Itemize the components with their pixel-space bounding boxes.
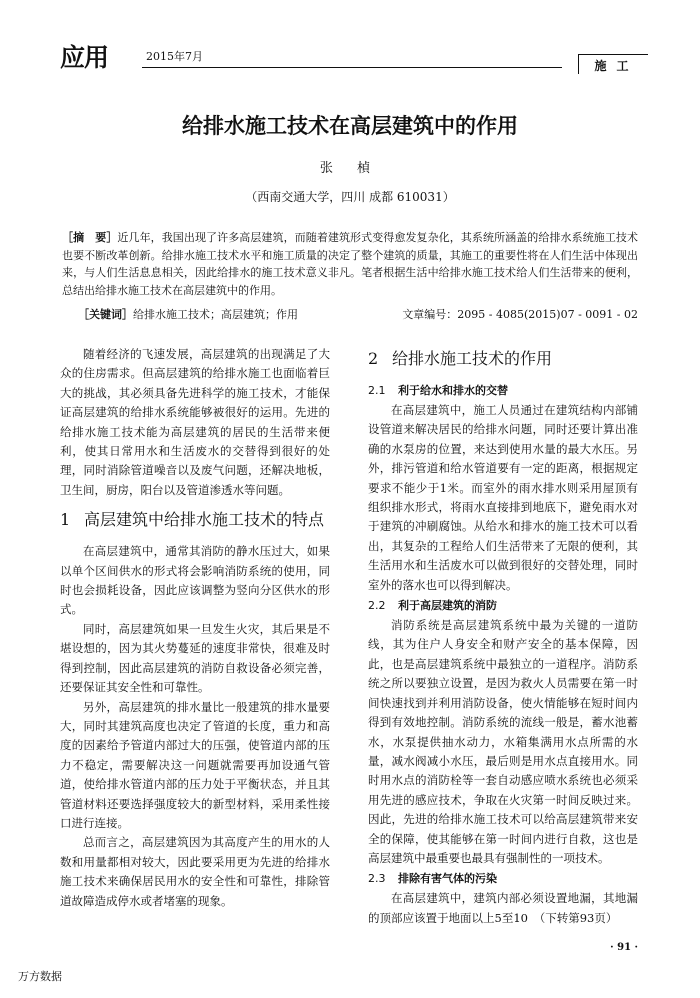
section-2-heading [368,347,638,371]
subsection-2-3-number: 2.3 [368,872,386,886]
keywords [78,306,298,322]
section-tab: 施工 [578,54,648,74]
section-2-title: 给排水施工技术的作用 [392,349,553,368]
section-1-number: 1 [60,510,71,530]
issue-date: 2015年7月 [146,50,203,63]
subsection-2-2-heading [368,596,638,615]
keywords-label: ［关键词］ [78,308,133,321]
subsection-2-3-paragraph: 在高层建筑中，建筑内部必须设置地漏，其地漏的顶部应该置于地面以上5至10 （下转第93页） [368,891,638,925]
subsection-2-1-heading [368,381,638,400]
subsection-2-1-number: 2.1 [368,384,386,397]
article-number: 文章编号：2095 - 4085(2015)07 - 0091 - 02 [402,308,638,321]
abstract-label: ［摘 要］ [62,231,118,244]
journal-logo: 应用 [60,43,109,72]
left-column [60,345,330,911]
footer-watermark: 万方数据 [18,970,62,983]
section-1-paragraph-2: 同时，高层建筑如果一旦发生火灾，其后果是不堪设想的，因为其火势蔓延的速度非常快，很难及时得到控制，因此高层建筑的消防自救设备必须完善，还要保证其安全性和可靠性。 [60,621,330,695]
subsection-2-1-paragraph: 在高层建筑中，施工人员通过在建筑结构内部铺设管道来解决居民的给排水问题，同时还要计算出准确的水泵房的位置，来达到使用水量的最大水压。另外，排污管道和给水管道要有一定的距离，根据规定要求不能少于1米。而室外的雨水排水则采用屋顶有组织排水形式，将雨水直接排到地底下，避免雨水对于建筑的冲刷腐蚀。从给水和排水的施工技术可以看出，其复杂的工程给人们生活带来了无限的便利，其生活用水和生活废水可以做到很好的交替处理，同时室外的落水也可以得到解决。 [368,403,638,592]
author-affiliation: （西南交通大学，四川 成都 610031） [245,190,455,204]
subsection-2-1-title: 利于给水和排水的交替 [398,384,508,397]
author-name: 张 楨 [319,161,381,176]
page-number: · 91 · [610,942,638,953]
keywords-row [78,306,638,324]
article-title: 给排水施工技术在高层建筑中的作用 [182,114,518,138]
section-1-paragraph-3: 另外，高层建筑的排水量比一般建筑的排水量要大，同时其建筑高度也决定了管道的长度，重力和高度的因素给予管道内部过大的压强，使管道内部的压力不稳定，需要解决这一问题就需要再加设通气管道，使给排水管道内部的压力处于平衡状态，并且其管道材料还要选择强度较大的新型材料，采用柔性接口进行连接。 [60,699,330,830]
right-column [368,345,638,928]
subsection-2-3-title: 排除有害气体的污染 [398,872,497,886]
section-1-paragraph-4: 总而言之，高层建筑因为其高度产生的用水的人数和用量都相对较大，因此要采用更为先进的给排水施工技术来确保居民用水的安全性和可靠性，排除管道故障造成停水或者堵塞的现象。 [60,835,330,908]
section-1-title: 高层建筑中给排水施工技术的特点 [84,510,325,530]
subsection-2-2-paragraph: 消防系统是高层建筑系统中最为关键的一道防线，其为住户人身安全和财产安全的基本保障，因此，也是高层建筑系统中最独立的一道程序。消防系统之所以要独立设置，是因为救火人员需要在第一时间快速找到并利用消防设备，使火情能够在短时间内得到有效地控制。消防系统的流线一般是，蓄水池蓄水，水泵提供抽水动力，水箱集满用水点所需的水量，减水阀减小水压，最后则是用水点直接用水。同时用水点的消防栓等一套自动感应喷水系统也必须采用先进的感应技术，争取在火灾第一时间反映过来。因此，先进的给排水施工技术可以给高层建筑带来安全的保障，使其能够在第一时间内进行自救，这也是高层建筑中最重要也最具有强制性的一项技术。 [368,618,638,865]
abstract-text: 近几年，我国出现了许多高层建筑，而随着建筑形式变得愈发复杂化，其系统所涵盖的给排水系统施工技术也要不断改革创新。给排水施工技术水平和施工质量的决定了整个建筑的质量，其施工的重要性将在人们生活中体现出来，与人们生活息息相关，因此给排水的施工技术意义非凡。笔者根据生活中给排水施工技术给人们生活带来的便利，总结出给排水施工技术在高层建筑中的作用。 [62,231,639,297]
page-header [58,40,648,80]
section-1-paragraph-1: 在高层建筑中，通常其消防的静水压过大，如果以单个区间供水的形式将会影响消防系统的使用，同时也会损耗设备，因此应该调整为竖向分区供水的形式。 [60,544,330,617]
keywords-text: 给排水施工技术；高层建筑；作用 [133,308,298,321]
subsection-2-2-number: 2.2 [368,599,386,613]
subsection-2-3-heading [368,869,638,888]
intro-paragraph: 随着经济的飞速发展，高层建筑的出现满足了大众的住房需求。但高层建筑的给排水施工也面临着巨大的挑战，其必须具备先进科学的施工技术，才能保证高层建筑的给排水系统能够被很好的运用。先进的给排水施工技术能为高层建筑的居民的生活带来便利，使其日常用水和生活废水的交替得到很好的处理，同时消除管道噪音以及废气问题，还解决地板，卫生间，厨房，阳台以及管道渗透水等问题。 [60,347,330,497]
abstract [62,229,638,299]
subsection-2-2-title: 利于高层建筑的消防 [398,599,497,613]
section-1-heading [60,508,330,532]
header-rule [142,67,562,68]
section-2-number: 2 [368,349,379,368]
